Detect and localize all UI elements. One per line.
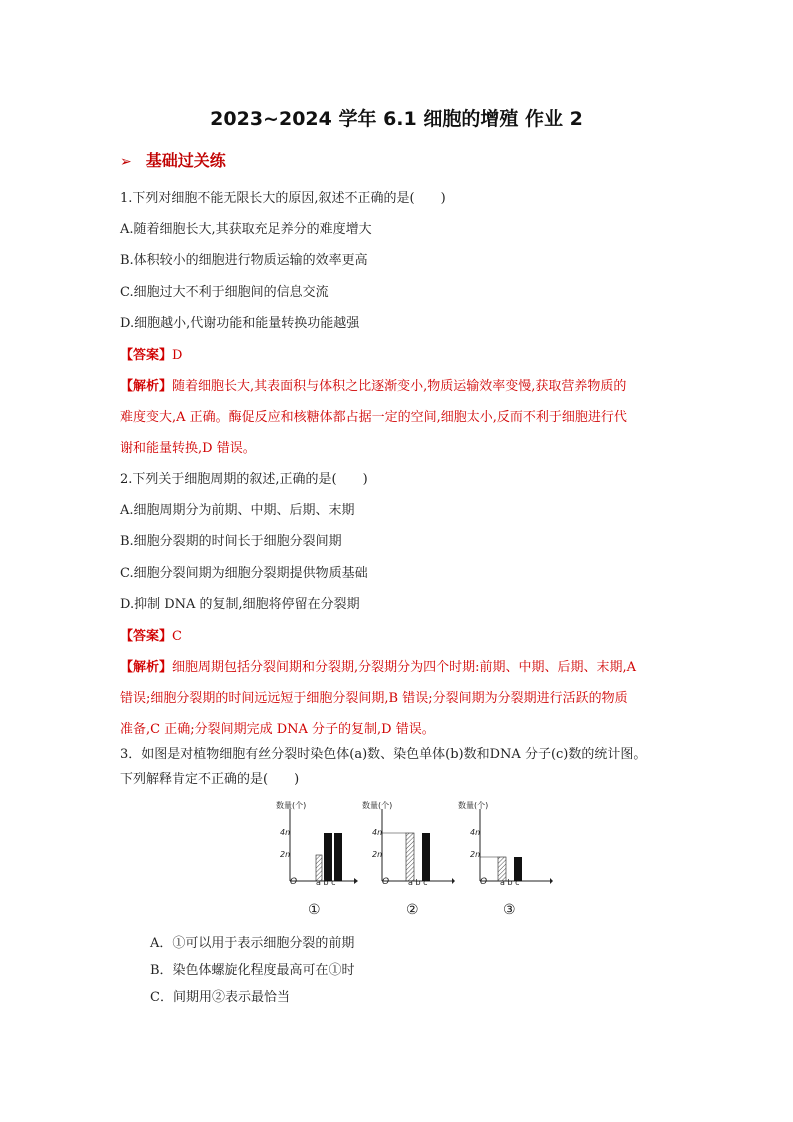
bar-b <box>324 833 332 881</box>
analysis-tag: 【解析】 <box>120 379 173 394</box>
q2-answer <box>120 625 182 644</box>
tick-2n: 2n <box>280 850 291 859</box>
q1-option-d: D.细胞越小,代谢功能和能量转换功能越强 <box>120 316 360 331</box>
q2-option-a: A.细胞周期分为前期、中期、后期、末期 <box>120 503 355 518</box>
q3-option-b: B．染色体螺旋化程度最高可在①时 <box>150 963 355 978</box>
q2-analysis-line-3: 准备,C 正确;分裂间期完成 DNA 分子的复制,D 错误。 <box>120 722 435 737</box>
origin-label: O <box>290 877 298 887</box>
q3-option-c: C．间期用②表示最恰当 <box>150 990 290 1005</box>
q3-stem-line-1: 3．如图是对植物细胞有丝分裂时染色体(a)数、染色单体(b)数和DNA 分子(c)数的统计图。 <box>120 747 647 762</box>
q1-analysis-line-1 <box>120 375 626 394</box>
x-axis-labels: a b c <box>408 878 428 887</box>
q1-option-b: B.体积较小的细胞进行物质运输的效率更高 <box>120 253 368 268</box>
q1-answer <box>120 344 182 363</box>
q3-option-a: A．①可以用于表示细胞分裂的前期 <box>150 936 355 951</box>
answer-tag: 【答案】 <box>120 348 173 363</box>
q1-analysis-line-3: 谢和能量转换,D 错误。 <box>120 441 256 456</box>
y-axis-label: 数量(个) <box>362 801 393 810</box>
q3-stem-line-2: 下列解释肯定不正确的是( ) <box>120 772 300 787</box>
x-axis-labels: a b c <box>316 878 336 887</box>
q1-stem: 1.下列对细胞不能无限长大的原因,叙述不正确的是( ) <box>120 191 446 206</box>
tick-2n: 2n <box>470 850 481 859</box>
y-axis-label: 数量(个) <box>458 801 489 810</box>
q1-option-c: C.细胞过大不利于细胞间的信息交流 <box>120 285 329 300</box>
bar-chart-panel-3 <box>458 797 553 892</box>
y-axis-label: 数量(个) <box>276 801 307 810</box>
origin-label: O <box>480 877 488 887</box>
panel-2-label: ② <box>406 902 419 918</box>
q2-analysis-line-2: 错误;细胞分裂期的时间远远短于细胞分裂间期,B 错误;分裂间期为分裂期进行活跃的物质 <box>120 691 628 706</box>
q1-option-a: A.随着细胞长大,其获取充足养分的难度增大 <box>120 222 372 237</box>
tick-2n: 2n <box>372 850 383 859</box>
q1-analysis-line-2: 难度变大,A 正确。酶促反应和核糖体都占据一定的空间,细胞太小,反而不利于细胞进行代 <box>120 410 627 425</box>
bar-chart-panel-2 <box>360 797 455 892</box>
q2-option-d: D.抑制 DNA 的复制,细胞将停留在分裂期 <box>120 597 360 612</box>
section-label: 基础过关练 <box>145 151 226 170</box>
bar-chart-panel-1 <box>268 797 358 892</box>
arrow-bullet-icon: ➢ <box>120 154 132 170</box>
panel-3-label: ③ <box>503 902 516 918</box>
answer-value: D <box>172 348 183 363</box>
answer-value: C <box>172 629 182 644</box>
tick-4n: 4n <box>372 828 383 837</box>
q2-analysis-line-1 <box>120 656 636 675</box>
bar-c <box>422 833 430 881</box>
analysis-text: 随着细胞长大,其表面积与体积之比逐渐变小,物质运输效率变慢,获取营养物质的 <box>172 379 627 394</box>
tick-4n: 4n <box>470 828 481 837</box>
q2-option-c: C.细胞分裂间期为细胞分裂期提供物质基础 <box>120 566 368 581</box>
analysis-tag: 【解析】 <box>120 660 173 675</box>
q2-stem: 2.下列关于细胞周期的叙述,正确的是( ) <box>120 472 368 487</box>
section-heading <box>120 148 226 171</box>
origin-label: O <box>382 877 390 887</box>
x-axis-labels: a b c <box>500 878 520 887</box>
analysis-text: 细胞周期包括分裂间期和分裂期,分裂期分为四个时期:前期、中期、后期、末期,A <box>172 660 637 675</box>
panel-1-label: ① <box>308 902 321 918</box>
tick-4n: 4n <box>280 828 291 837</box>
bar-c <box>334 833 342 881</box>
bar-a <box>406 833 414 881</box>
page-title: 2023~2024 学年 6.1 细胞的增殖 作业 2 <box>210 108 583 130</box>
q2-option-b: B.细胞分裂期的时间长于细胞分裂间期 <box>120 534 342 549</box>
answer-tag: 【答案】 <box>120 629 173 644</box>
